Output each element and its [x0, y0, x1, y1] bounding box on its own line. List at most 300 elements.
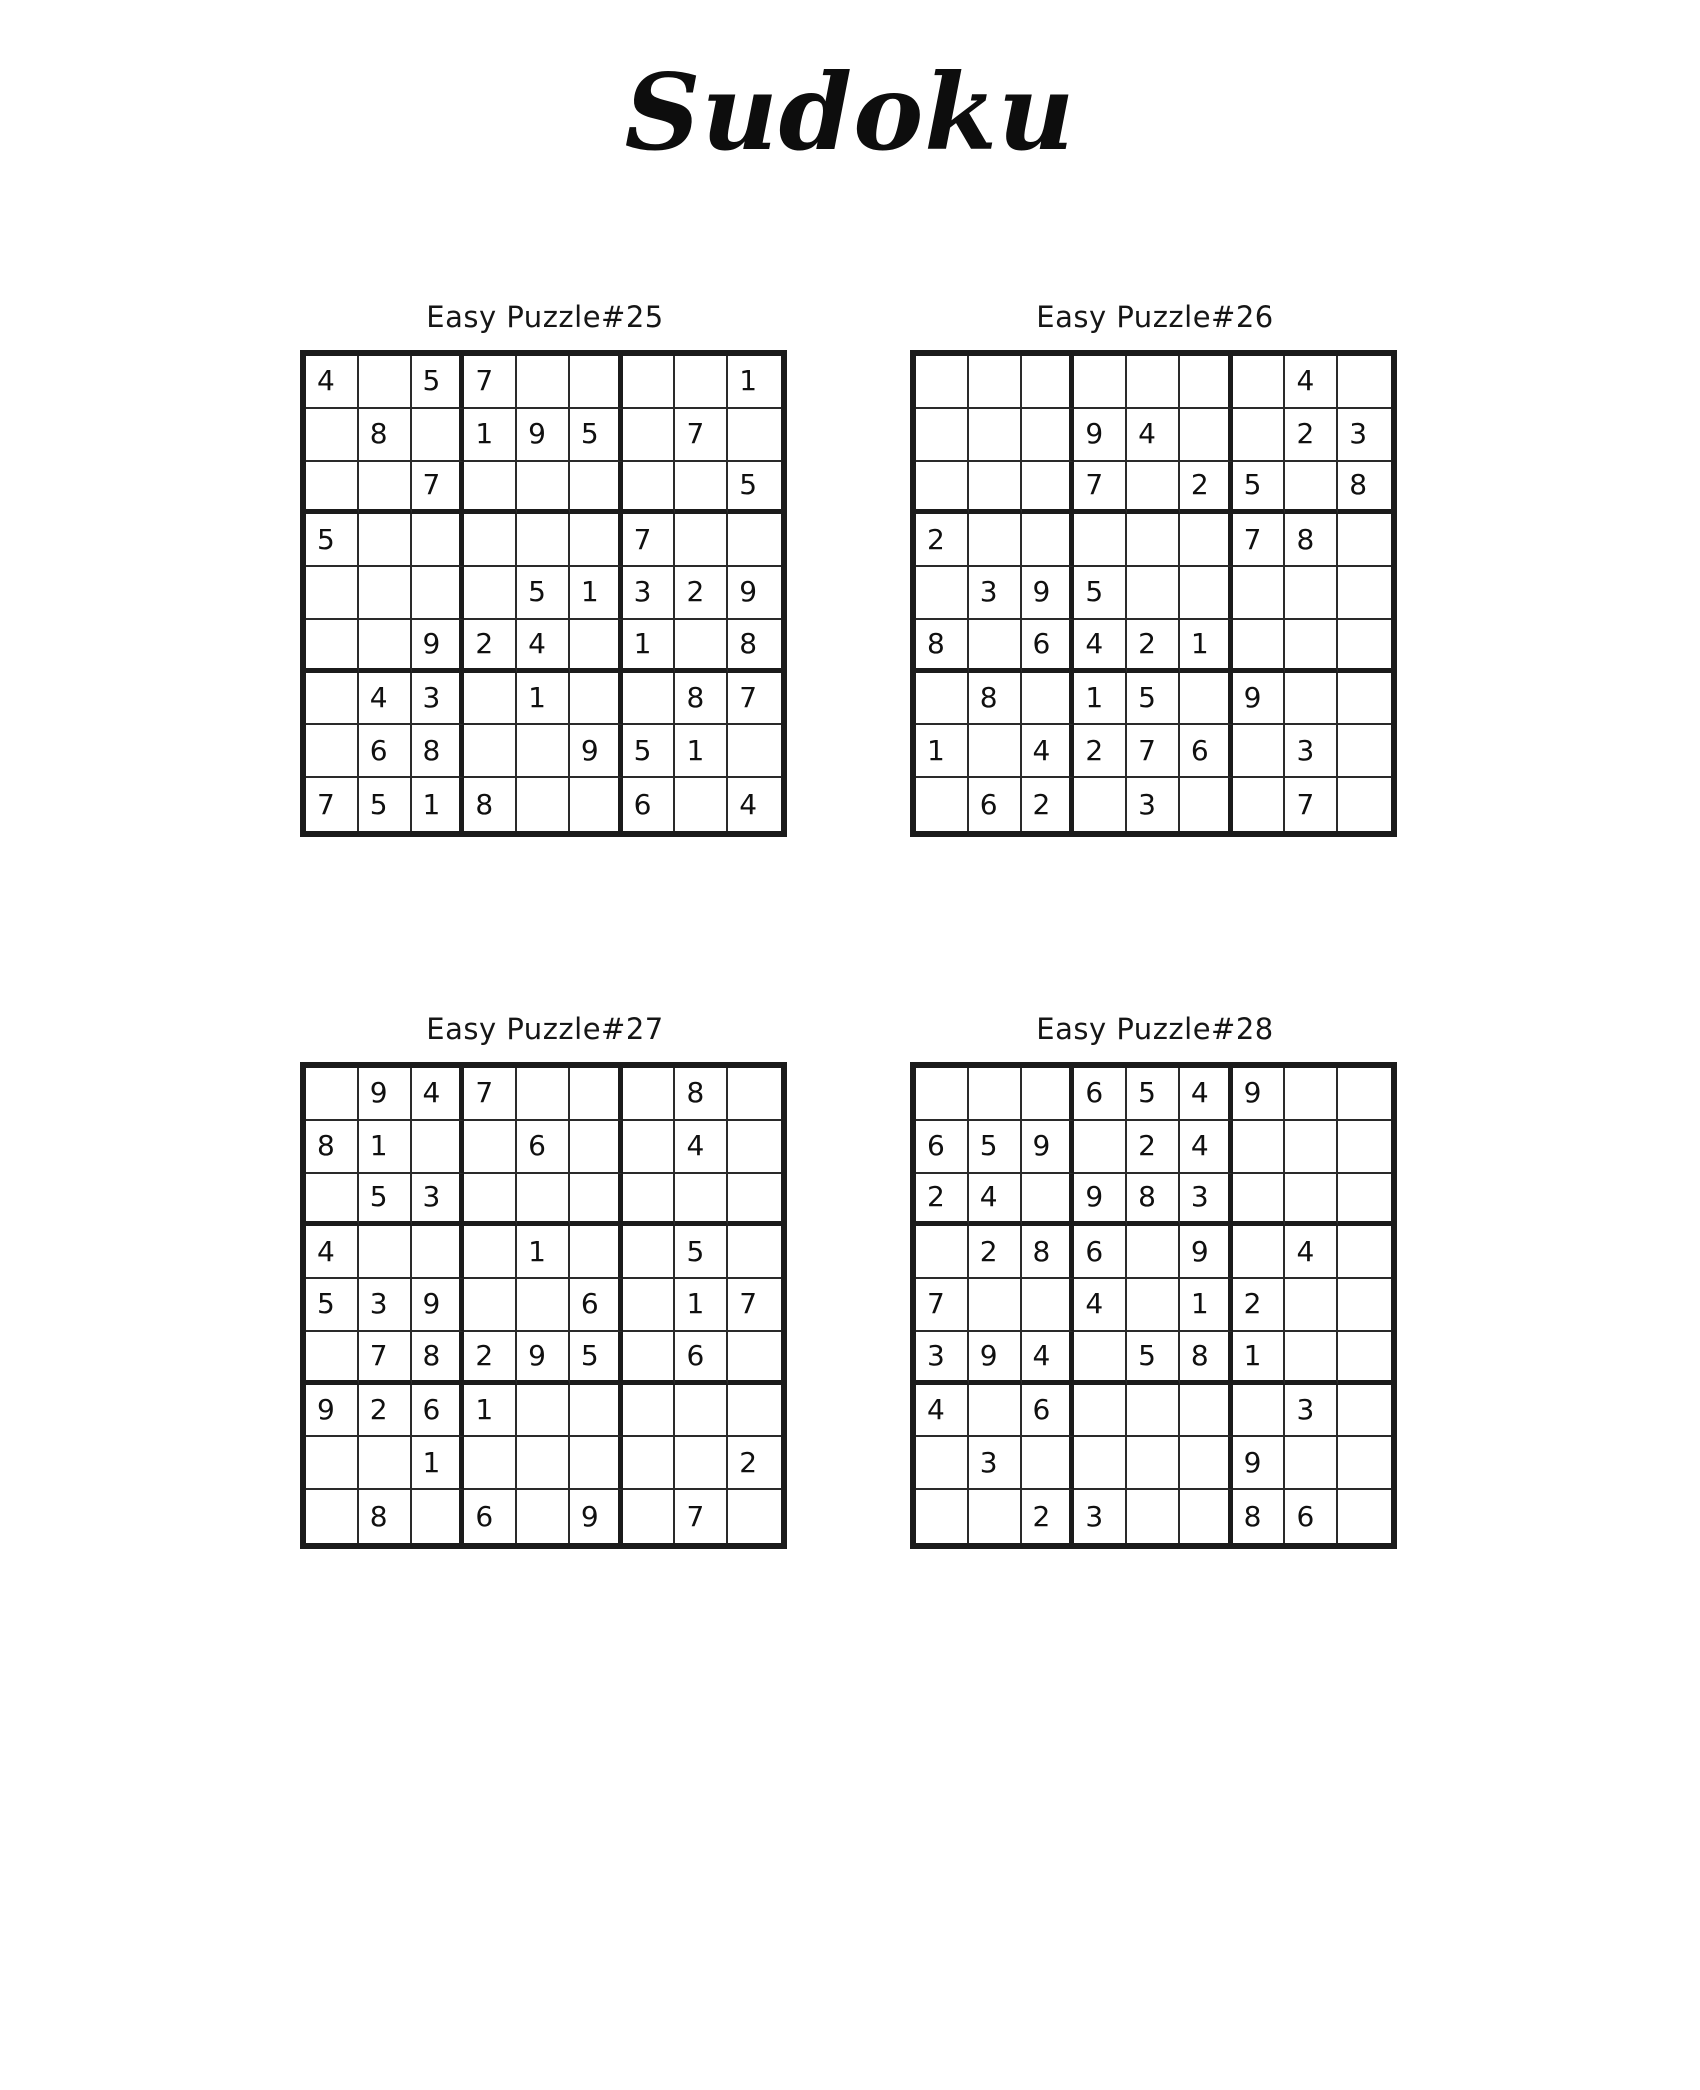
- sudoku-cell[interactable]: 4: [306, 1226, 359, 1279]
- sudoku-cell[interactable]: 8: [412, 725, 465, 778]
- sudoku-cell[interactable]: [1338, 1279, 1391, 1332]
- sudoku-cell[interactable]: [306, 673, 359, 726]
- sudoku-cell[interactable]: [517, 1490, 570, 1543]
- sudoku-cell[interactable]: 8: [675, 673, 728, 726]
- sudoku-cell[interactable]: 3: [1074, 1490, 1127, 1543]
- sudoku-cell[interactable]: [728, 1226, 781, 1279]
- sudoku-cell[interactable]: [464, 1174, 517, 1227]
- sudoku-cell[interactable]: 7: [359, 1332, 412, 1385]
- sudoku-cell[interactable]: 1: [464, 409, 517, 462]
- sudoku-cell[interactable]: [412, 514, 465, 567]
- sudoku-cell[interactable]: [1285, 567, 1338, 620]
- sudoku-cell[interactable]: [1022, 356, 1075, 409]
- sudoku-cell[interactable]: 8: [1180, 1332, 1233, 1385]
- sudoku-cell[interactable]: [675, 1385, 728, 1438]
- sudoku-cell[interactable]: [728, 1490, 781, 1543]
- sudoku-cell[interactable]: [1127, 1490, 1180, 1543]
- sudoku-cell[interactable]: 7: [675, 409, 728, 462]
- sudoku-cell[interactable]: [728, 1121, 781, 1174]
- sudoku-cell[interactable]: [1074, 1385, 1127, 1438]
- sudoku-cell[interactable]: [464, 1437, 517, 1490]
- sudoku-cell[interactable]: 2: [969, 1226, 1022, 1279]
- sudoku-cell[interactable]: 6: [1022, 1385, 1075, 1438]
- sudoku-cell[interactable]: 9: [1074, 409, 1127, 462]
- sudoku-cell[interactable]: [1180, 1385, 1233, 1438]
- sudoku-cell[interactable]: 4: [675, 1121, 728, 1174]
- sudoku-cell[interactable]: [1338, 1174, 1391, 1227]
- sudoku-cell[interactable]: [969, 1279, 1022, 1332]
- sudoku-cell[interactable]: [412, 409, 465, 462]
- sudoku-cell[interactable]: [969, 409, 1022, 462]
- sudoku-cell[interactable]: [306, 620, 359, 673]
- sudoku-cell[interactable]: [1233, 725, 1286, 778]
- sudoku-cell[interactable]: [1180, 514, 1233, 567]
- sudoku-cell[interactable]: [916, 778, 969, 831]
- sudoku-cell[interactable]: [1180, 1490, 1233, 1543]
- sudoku-cell[interactable]: 9: [1074, 1174, 1127, 1227]
- sudoku-cell[interactable]: [517, 1279, 570, 1332]
- sudoku-cell[interactable]: 2: [916, 514, 969, 567]
- sudoku-cell[interactable]: [570, 1121, 623, 1174]
- sudoku-cell[interactable]: 4: [359, 673, 412, 726]
- sudoku-cell[interactable]: [623, 673, 676, 726]
- sudoku-cell[interactable]: [1233, 1174, 1286, 1227]
- sudoku-cell[interactable]: 9: [1233, 673, 1286, 726]
- sudoku-cell[interactable]: [728, 725, 781, 778]
- sudoku-cell[interactable]: 2: [359, 1385, 412, 1438]
- sudoku-cell[interactable]: [1022, 1174, 1075, 1227]
- sudoku-cell[interactable]: [623, 1068, 676, 1121]
- sudoku-cell[interactable]: [623, 1174, 676, 1227]
- sudoku-cell[interactable]: [1127, 514, 1180, 567]
- sudoku-cell[interactable]: [1127, 1437, 1180, 1490]
- sudoku-cell[interactable]: [1022, 673, 1075, 726]
- sudoku-cell[interactable]: 3: [1285, 725, 1338, 778]
- sudoku-cell[interactable]: [969, 462, 1022, 515]
- sudoku-cell[interactable]: 4: [728, 778, 781, 831]
- sudoku-cell[interactable]: [1127, 356, 1180, 409]
- sudoku-cell[interactable]: [306, 567, 359, 620]
- sudoku-cell[interactable]: [675, 356, 728, 409]
- sudoku-cell[interactable]: 6: [1074, 1226, 1127, 1279]
- sudoku-cell[interactable]: [1338, 1332, 1391, 1385]
- sudoku-cell[interactable]: [306, 1332, 359, 1385]
- sudoku-cell[interactable]: 2: [1285, 409, 1338, 462]
- sudoku-cell[interactable]: [728, 1068, 781, 1121]
- sudoku-cell[interactable]: [359, 514, 412, 567]
- sudoku-cell[interactable]: [675, 1174, 728, 1227]
- sudoku-cell[interactable]: [916, 409, 969, 462]
- sudoku-cell[interactable]: 2: [1127, 1121, 1180, 1174]
- sudoku-cell[interactable]: 4: [412, 1068, 465, 1121]
- sudoku-cell[interactable]: [623, 1279, 676, 1332]
- sudoku-cell[interactable]: [570, 356, 623, 409]
- sudoku-cell[interactable]: 7: [728, 673, 781, 726]
- sudoku-cell[interactable]: [570, 514, 623, 567]
- sudoku-cell[interactable]: 4: [916, 1385, 969, 1438]
- sudoku-cell[interactable]: 8: [1127, 1174, 1180, 1227]
- sudoku-cell[interactable]: [1074, 356, 1127, 409]
- sudoku-cell[interactable]: [464, 567, 517, 620]
- sudoku-cell[interactable]: [969, 1068, 1022, 1121]
- sudoku-cell[interactable]: [623, 1385, 676, 1438]
- sudoku-cell[interactable]: [1074, 1332, 1127, 1385]
- sudoku-cell[interactable]: [916, 462, 969, 515]
- sudoku-cell[interactable]: [464, 725, 517, 778]
- sudoku-cell[interactable]: [412, 1121, 465, 1174]
- sudoku-cell[interactable]: [1285, 1174, 1338, 1227]
- sudoku-cell[interactable]: 1: [412, 778, 465, 831]
- sudoku-cell[interactable]: [517, 1385, 570, 1438]
- sudoku-cell[interactable]: 3: [1338, 409, 1391, 462]
- sudoku-cell[interactable]: 5: [306, 1279, 359, 1332]
- sudoku-cell[interactable]: [359, 356, 412, 409]
- sudoku-cell[interactable]: 9: [306, 1385, 359, 1438]
- sudoku-cell[interactable]: 9: [570, 1490, 623, 1543]
- sudoku-cell[interactable]: 2: [675, 567, 728, 620]
- sudoku-cell[interactable]: 3: [412, 673, 465, 726]
- sudoku-cell[interactable]: 6: [1022, 620, 1075, 673]
- sudoku-cell[interactable]: 6: [623, 778, 676, 831]
- sudoku-cell[interactable]: [1233, 1121, 1286, 1174]
- sudoku-cell[interactable]: [1338, 1121, 1391, 1174]
- sudoku-cell[interactable]: 5: [306, 514, 359, 567]
- sudoku-cell[interactable]: [969, 1490, 1022, 1543]
- sudoku-cell[interactable]: 5: [675, 1226, 728, 1279]
- sudoku-cell[interactable]: [1233, 409, 1286, 462]
- sudoku-cell[interactable]: 5: [517, 567, 570, 620]
- sudoku-cell[interactable]: [517, 725, 570, 778]
- sudoku-cell[interactable]: [306, 1490, 359, 1543]
- sudoku-cell[interactable]: 6: [359, 725, 412, 778]
- sudoku-cell[interactable]: 5: [570, 1332, 623, 1385]
- sudoku-cell[interactable]: 8: [306, 1121, 359, 1174]
- sudoku-cell[interactable]: 1: [1180, 620, 1233, 673]
- sudoku-cell[interactable]: 1: [517, 1226, 570, 1279]
- sudoku-cell[interactable]: [969, 725, 1022, 778]
- sudoku-cell[interactable]: 2: [1022, 1490, 1075, 1543]
- sudoku-cell[interactable]: 2: [728, 1437, 781, 1490]
- sudoku-cell[interactable]: 7: [464, 1068, 517, 1121]
- sudoku-cell[interactable]: [412, 1226, 465, 1279]
- sudoku-cell[interactable]: [1022, 1437, 1075, 1490]
- sudoku-cell[interactable]: [517, 514, 570, 567]
- sudoku-cell[interactable]: [1338, 620, 1391, 673]
- sudoku-cell[interactable]: [728, 1174, 781, 1227]
- sudoku-cell[interactable]: 3: [969, 567, 1022, 620]
- sudoku-cell[interactable]: 4: [1074, 1279, 1127, 1332]
- sudoku-cell[interactable]: [1180, 409, 1233, 462]
- sudoku-cell[interactable]: [1127, 462, 1180, 515]
- sudoku-cell[interactable]: [1233, 567, 1286, 620]
- sudoku-cell[interactable]: 3: [969, 1437, 1022, 1490]
- sudoku-cell[interactable]: 5: [728, 462, 781, 515]
- sudoku-cell[interactable]: [916, 673, 969, 726]
- sudoku-cell[interactable]: 6: [916, 1121, 969, 1174]
- sudoku-cell[interactable]: 6: [1180, 725, 1233, 778]
- sudoku-cell[interactable]: [1180, 778, 1233, 831]
- sudoku-cell[interactable]: 5: [1127, 1332, 1180, 1385]
- sudoku-cell[interactable]: 4: [1180, 1121, 1233, 1174]
- sudoku-cell[interactable]: 1: [570, 567, 623, 620]
- sudoku-cell[interactable]: [1074, 778, 1127, 831]
- sudoku-cell[interactable]: [464, 1121, 517, 1174]
- sudoku-cell[interactable]: [359, 620, 412, 673]
- sudoku-cell[interactable]: [1338, 1437, 1391, 1490]
- sudoku-cell[interactable]: [1233, 1226, 1286, 1279]
- sudoku-cell[interactable]: [1022, 514, 1075, 567]
- sudoku-cell[interactable]: [517, 356, 570, 409]
- sudoku-cell[interactable]: 8: [359, 1490, 412, 1543]
- sudoku-cell[interactable]: 1: [1074, 673, 1127, 726]
- sudoku-cell[interactable]: [517, 1174, 570, 1227]
- sudoku-cell[interactable]: [1285, 673, 1338, 726]
- sudoku-cell[interactable]: 8: [359, 409, 412, 462]
- sudoku-cell[interactable]: [306, 1174, 359, 1227]
- sudoku-cell[interactable]: 5: [412, 356, 465, 409]
- sudoku-cell[interactable]: [916, 1226, 969, 1279]
- sudoku-cell[interactable]: 4: [306, 356, 359, 409]
- sudoku-cell[interactable]: 5: [570, 409, 623, 462]
- sudoku-cell[interactable]: [1180, 356, 1233, 409]
- sudoku-cell[interactable]: [517, 778, 570, 831]
- sudoku-cell[interactable]: 3: [623, 567, 676, 620]
- sudoku-cell[interactable]: 4: [517, 620, 570, 673]
- sudoku-cell[interactable]: [1127, 1279, 1180, 1332]
- sudoku-cell[interactable]: 3: [1180, 1174, 1233, 1227]
- sudoku-cell[interactable]: 1: [916, 725, 969, 778]
- sudoku-cell[interactable]: 1: [412, 1437, 465, 1490]
- sudoku-cell[interactable]: 5: [359, 1174, 412, 1227]
- sudoku-cell[interactable]: [570, 1068, 623, 1121]
- sudoku-cell[interactable]: 1: [1233, 1332, 1286, 1385]
- sudoku-cell[interactable]: 8: [1285, 514, 1338, 567]
- sudoku-cell[interactable]: 7: [623, 514, 676, 567]
- sudoku-cell[interactable]: 9: [728, 567, 781, 620]
- sudoku-cell[interactable]: 8: [969, 673, 1022, 726]
- sudoku-cell[interactable]: [675, 1437, 728, 1490]
- sudoku-cell[interactable]: 6: [517, 1121, 570, 1174]
- sudoku-cell[interactable]: [1338, 1068, 1391, 1121]
- sudoku-cell[interactable]: [570, 778, 623, 831]
- sudoku-cell[interactable]: 2: [464, 1332, 517, 1385]
- sudoku-cell[interactable]: [464, 1279, 517, 1332]
- sudoku-cell[interactable]: [1338, 1226, 1391, 1279]
- sudoku-cell[interactable]: 9: [969, 1332, 1022, 1385]
- sudoku-grid-26[interactable]: [910, 350, 1397, 837]
- sudoku-cell[interactable]: [916, 1437, 969, 1490]
- sudoku-cell[interactable]: [1285, 620, 1338, 673]
- sudoku-cell[interactable]: 4: [1180, 1068, 1233, 1121]
- sudoku-cell[interactable]: 5: [1074, 567, 1127, 620]
- sudoku-cell[interactable]: 9: [1022, 1121, 1075, 1174]
- sudoku-cell[interactable]: 8: [1233, 1490, 1286, 1543]
- sudoku-cell[interactable]: [728, 1332, 781, 1385]
- sudoku-cell[interactable]: 5: [969, 1121, 1022, 1174]
- sudoku-cell[interactable]: 7: [306, 778, 359, 831]
- sudoku-cell[interactable]: [675, 514, 728, 567]
- sudoku-cell[interactable]: 8: [728, 620, 781, 673]
- sudoku-cell[interactable]: 1: [675, 725, 728, 778]
- sudoku-cell[interactable]: [1127, 1385, 1180, 1438]
- sudoku-cell[interactable]: [675, 620, 728, 673]
- sudoku-cell[interactable]: [675, 778, 728, 831]
- sudoku-cell[interactable]: 4: [1022, 1332, 1075, 1385]
- sudoku-cell[interactable]: 9: [412, 620, 465, 673]
- sudoku-cell[interactable]: 6: [1074, 1068, 1127, 1121]
- sudoku-cell[interactable]: 8: [675, 1068, 728, 1121]
- sudoku-cell[interactable]: 5: [359, 778, 412, 831]
- sudoku-cell[interactable]: [464, 514, 517, 567]
- sudoku-cell[interactable]: 4: [1285, 1226, 1338, 1279]
- sudoku-cell[interactable]: [517, 1068, 570, 1121]
- sudoku-cell[interactable]: [969, 514, 1022, 567]
- sudoku-cell[interactable]: 2: [464, 620, 517, 673]
- sudoku-cell[interactable]: 6: [675, 1332, 728, 1385]
- sudoku-cell[interactable]: [728, 514, 781, 567]
- sudoku-cell[interactable]: [570, 1226, 623, 1279]
- sudoku-cell[interactable]: 1: [728, 356, 781, 409]
- sudoku-cell[interactable]: [1127, 1226, 1180, 1279]
- sudoku-cell[interactable]: 9: [570, 725, 623, 778]
- sudoku-cell[interactable]: [623, 1437, 676, 1490]
- sudoku-cell[interactable]: 9: [359, 1068, 412, 1121]
- sudoku-cell[interactable]: [1233, 778, 1286, 831]
- sudoku-cell[interactable]: [623, 1121, 676, 1174]
- sudoku-cell[interactable]: 1: [359, 1121, 412, 1174]
- sudoku-cell[interactable]: [306, 1437, 359, 1490]
- sudoku-cell[interactable]: [1233, 1385, 1286, 1438]
- sudoku-cell[interactable]: [1180, 673, 1233, 726]
- sudoku-cell[interactable]: [1338, 778, 1391, 831]
- sudoku-cell[interactable]: 5: [1127, 673, 1180, 726]
- sudoku-cell[interactable]: [1074, 1121, 1127, 1174]
- sudoku-cell[interactable]: 4: [969, 1174, 1022, 1227]
- sudoku-cell[interactable]: 7: [464, 356, 517, 409]
- sudoku-cell[interactable]: 3: [916, 1332, 969, 1385]
- sudoku-cell[interactable]: [306, 1068, 359, 1121]
- sudoku-cell[interactable]: 7: [1285, 778, 1338, 831]
- sudoku-cell[interactable]: 9: [517, 1332, 570, 1385]
- sudoku-cell[interactable]: 5: [1127, 1068, 1180, 1121]
- sudoku-cell[interactable]: 8: [1338, 462, 1391, 515]
- sudoku-cell[interactable]: 9: [1180, 1226, 1233, 1279]
- sudoku-cell[interactable]: [1285, 1332, 1338, 1385]
- sudoku-cell[interactable]: 4: [1074, 620, 1127, 673]
- sudoku-cell[interactable]: 3: [359, 1279, 412, 1332]
- sudoku-cell[interactable]: [969, 1385, 1022, 1438]
- sudoku-cell[interactable]: [570, 673, 623, 726]
- sudoku-cell[interactable]: [623, 1226, 676, 1279]
- sudoku-cell[interactable]: [464, 1226, 517, 1279]
- sudoku-cell[interactable]: [517, 1437, 570, 1490]
- sudoku-cell[interactable]: [1022, 1068, 1075, 1121]
- sudoku-cell[interactable]: [1285, 1437, 1338, 1490]
- sudoku-cell[interactable]: 8: [1022, 1226, 1075, 1279]
- sudoku-cell[interactable]: [412, 1490, 465, 1543]
- sudoku-cell[interactable]: 6: [570, 1279, 623, 1332]
- sudoku-cell[interactable]: [570, 620, 623, 673]
- sudoku-cell[interactable]: 3: [412, 1174, 465, 1227]
- sudoku-cell[interactable]: 4: [1285, 356, 1338, 409]
- sudoku-cell[interactable]: [1180, 567, 1233, 620]
- sudoku-cell[interactable]: [359, 567, 412, 620]
- sudoku-cell[interactable]: 2: [916, 1174, 969, 1227]
- sudoku-cell[interactable]: 7: [1233, 514, 1286, 567]
- sudoku-cell[interactable]: [359, 1226, 412, 1279]
- sudoku-cell[interactable]: 5: [1233, 462, 1286, 515]
- sudoku-cell[interactable]: 9: [1233, 1437, 1286, 1490]
- sudoku-cell[interactable]: 3: [1127, 778, 1180, 831]
- sudoku-cell[interactable]: 7: [916, 1279, 969, 1332]
- sudoku-cell[interactable]: [306, 725, 359, 778]
- sudoku-cell[interactable]: 9: [1233, 1068, 1286, 1121]
- sudoku-cell[interactable]: 8: [412, 1332, 465, 1385]
- sudoku-cell[interactable]: [623, 1490, 676, 1543]
- sudoku-cell[interactable]: 1: [1180, 1279, 1233, 1332]
- sudoku-cell[interactable]: 7: [412, 462, 465, 515]
- sudoku-cell[interactable]: 6: [464, 1490, 517, 1543]
- sudoku-cell[interactable]: 1: [675, 1279, 728, 1332]
- sudoku-cell[interactable]: [1233, 620, 1286, 673]
- sudoku-cell[interactable]: [623, 1332, 676, 1385]
- sudoku-cell[interactable]: 6: [412, 1385, 465, 1438]
- sudoku-cell[interactable]: [570, 1385, 623, 1438]
- sudoku-cell[interactable]: 6: [1285, 1490, 1338, 1543]
- sudoku-cell[interactable]: [623, 356, 676, 409]
- sudoku-cell[interactable]: [969, 356, 1022, 409]
- sudoku-cell[interactable]: 2: [1180, 462, 1233, 515]
- sudoku-cell[interactable]: [306, 462, 359, 515]
- sudoku-cell[interactable]: 8: [916, 620, 969, 673]
- sudoku-cell[interactable]: [1338, 1385, 1391, 1438]
- sudoku-grid-27[interactable]: [300, 1062, 787, 1549]
- sudoku-cell[interactable]: [1338, 1490, 1391, 1543]
- sudoku-cell[interactable]: 5: [623, 725, 676, 778]
- sudoku-cell[interactable]: [1338, 356, 1391, 409]
- sudoku-cell[interactable]: [1180, 1437, 1233, 1490]
- sudoku-cell[interactable]: 2: [1022, 778, 1075, 831]
- sudoku-cell[interactable]: [570, 1437, 623, 1490]
- sudoku-cell[interactable]: [1338, 673, 1391, 726]
- sudoku-cell[interactable]: 9: [1022, 567, 1075, 620]
- sudoku-cell[interactable]: [1022, 1279, 1075, 1332]
- sudoku-cell[interactable]: [306, 409, 359, 462]
- sudoku-cell[interactable]: [1074, 1437, 1127, 1490]
- sudoku-cell[interactable]: [1285, 1279, 1338, 1332]
- sudoku-cell[interactable]: [1338, 514, 1391, 567]
- sudoku-cell[interactable]: [1338, 725, 1391, 778]
- sudoku-cell[interactable]: [359, 462, 412, 515]
- sudoku-cell[interactable]: [1074, 514, 1127, 567]
- sudoku-cell[interactable]: [1285, 462, 1338, 515]
- sudoku-cell[interactable]: 9: [517, 409, 570, 462]
- sudoku-cell[interactable]: 8: [464, 778, 517, 831]
- sudoku-cell[interactable]: 4: [1022, 725, 1075, 778]
- sudoku-cell[interactable]: 7: [1127, 725, 1180, 778]
- sudoku-cell[interactable]: 9: [412, 1279, 465, 1332]
- sudoku-cell[interactable]: [916, 567, 969, 620]
- sudoku-cell[interactable]: [517, 462, 570, 515]
- sudoku-cell[interactable]: 1: [517, 673, 570, 726]
- sudoku-cell[interactable]: 2: [1074, 725, 1127, 778]
- sudoku-cell[interactable]: 6: [969, 778, 1022, 831]
- sudoku-cell[interactable]: [464, 673, 517, 726]
- sudoku-cell[interactable]: [1233, 356, 1286, 409]
- sudoku-grid-28[interactable]: [910, 1062, 1397, 1549]
- sudoku-cell[interactable]: [1022, 462, 1075, 515]
- sudoku-cell[interactable]: 2: [1127, 620, 1180, 673]
